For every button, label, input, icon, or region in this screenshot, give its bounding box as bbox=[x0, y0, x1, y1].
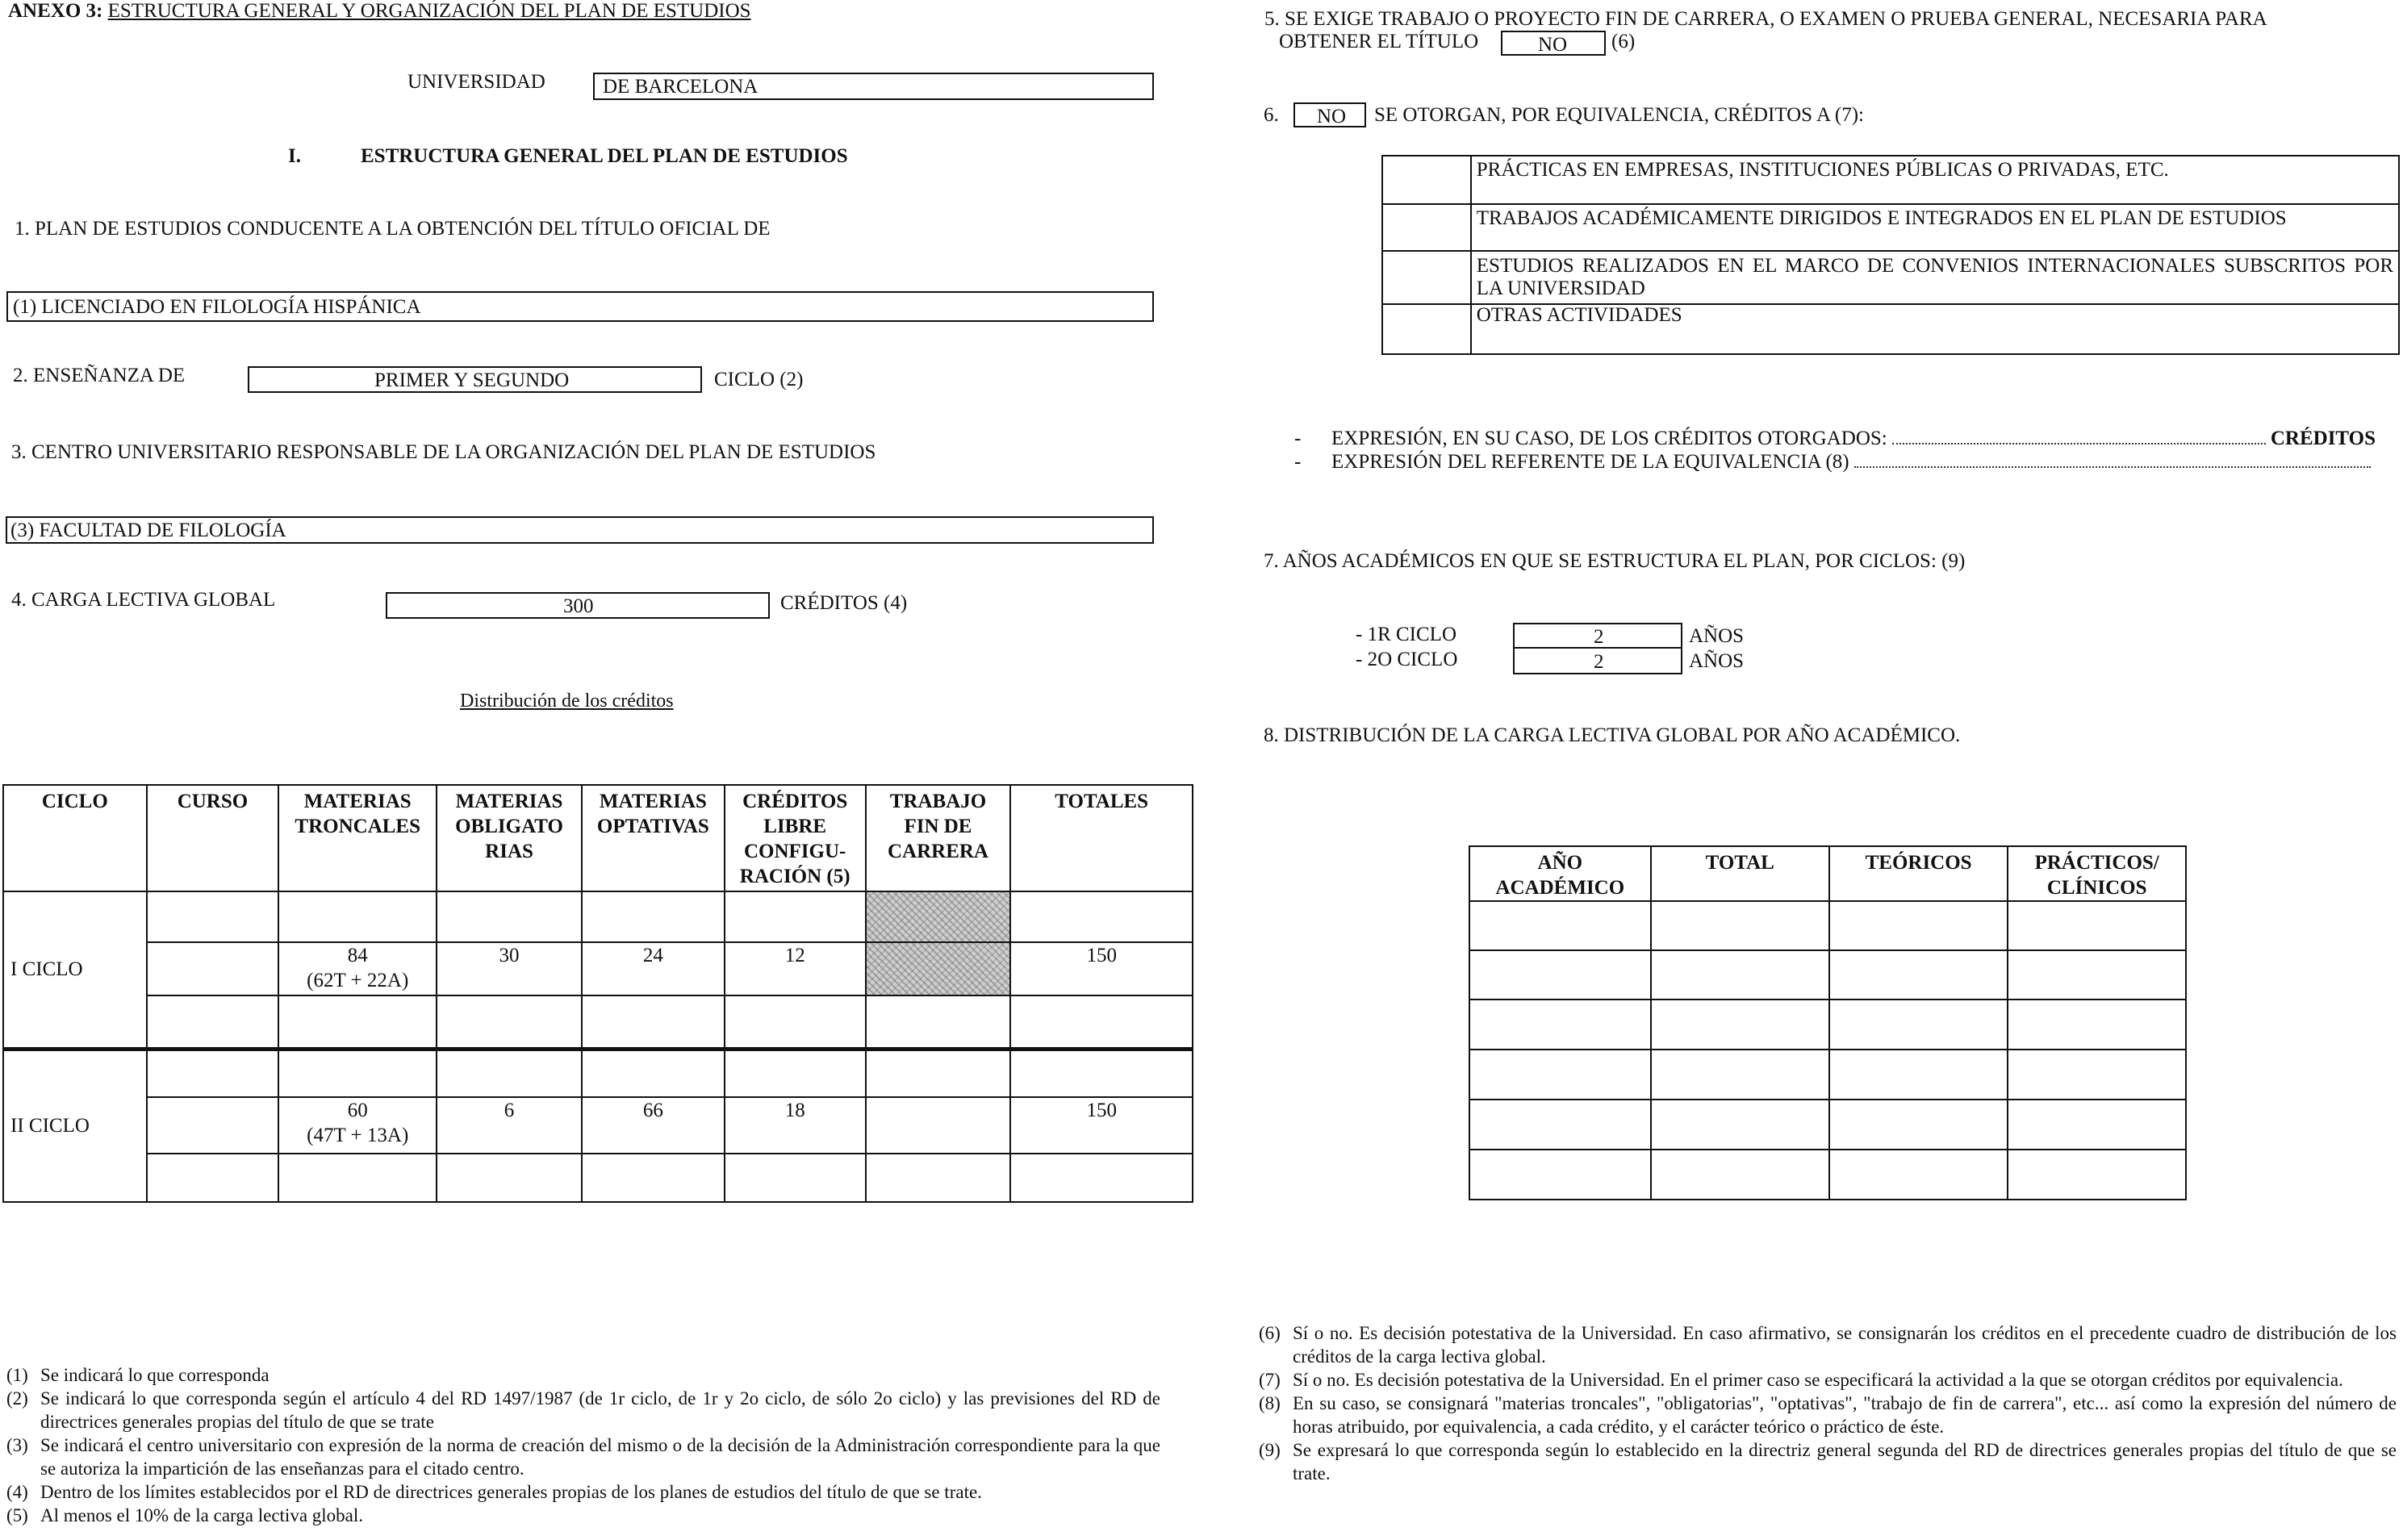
header-curso: CURSO bbox=[147, 785, 279, 891]
footnotes-left bbox=[6, 1363, 1160, 1527]
degree-title-field[interactable] bbox=[6, 291, 1154, 322]
faculty-field[interactable] bbox=[6, 516, 1154, 544]
table-cell[interactable] bbox=[1469, 1100, 1651, 1150]
header-totales: TOTALES bbox=[1010, 785, 1193, 891]
table-cell[interactable] bbox=[437, 1154, 582, 1202]
table-row bbox=[1469, 1150, 2186, 1200]
cycle-1-years-field[interactable] bbox=[1513, 623, 1682, 649]
item-1-text: 1. PLAN DE ESTUDIOS CONDUCENTE A LA OBTENCIÓN DEL TÍTULO OFICIAL DE bbox=[15, 218, 771, 240]
cycle-1-totales-cell[interactable]: 150 bbox=[1010, 942, 1193, 995]
annex-title: ESTRUCTURA GENERAL Y ORGANIZACIÓN DEL PLAN DE ESTUDIOS bbox=[107, 0, 751, 22]
footnote-item: (3) Se indicará el centro universitario con expresión de la norma de creación del mismo o de la decisión de la Administración correspondiente para la que se autoriza la impartición de las enseñanzas para el citado centro. bbox=[6, 1435, 1160, 1479]
cycle-1-obligatorias-cell[interactable]: 30 bbox=[437, 942, 582, 995]
equivalence-row-label: PRÁCTICAS EN EMPRESAS, INSTITUCIONES PÚBLICAS O PRIVADAS, ETC. bbox=[1471, 156, 2399, 204]
footnote-item: (1) Se indicará lo que corresponda bbox=[6, 1365, 270, 1385]
item-6-text: SE OTORGAN, POR EQUIVALENCIA, CRÉDITOS A (7): bbox=[1374, 104, 1864, 126]
credits-granted-suffix: CRÉDITOS bbox=[2270, 428, 2376, 449]
table-cell[interactable] bbox=[2008, 1100, 2186, 1150]
table-row bbox=[1469, 1100, 2186, 1150]
shaded-cell bbox=[866, 891, 1011, 942]
table-cell[interactable] bbox=[725, 891, 866, 942]
table-row bbox=[1382, 204, 2399, 251]
cycle-2-totales-cell[interactable]: 150 bbox=[1010, 1097, 1193, 1154]
faculty-value: (3) FACULTAD DE FILOLOGÍA bbox=[10, 520, 286, 541]
cycle-1-libre-cell[interactable]: 12 bbox=[725, 942, 866, 995]
equivalence-row-label: OTRAS ACTIVIDADES bbox=[1471, 304, 2399, 354]
item-8-text: 8. DISTRIBUCIÓN DE LA CARGA LECTIVA GLOBAL POR AÑO ACADÉMICO. bbox=[1264, 724, 1961, 746]
year-distribution-table bbox=[1469, 845, 2187, 1200]
table-cell[interactable] bbox=[437, 891, 582, 942]
table-header-row bbox=[3, 785, 1193, 891]
checkbox-cell[interactable] bbox=[1382, 156, 1471, 204]
table-cell[interactable] bbox=[437, 995, 582, 1049]
table-cell[interactable] bbox=[1829, 950, 2008, 1000]
cycle-2-years-unit: AÑOS bbox=[1689, 650, 1745, 672]
equivalence-reference-text: EXPRESIÓN DEL REFERENTE DE LA EQUIVALENCIA (8) bbox=[1331, 451, 1849, 473]
table-cell[interactable] bbox=[1651, 1100, 1829, 1150]
table-cell[interactable] bbox=[2008, 950, 2186, 1000]
equivalence-field[interactable] bbox=[1293, 102, 1366, 127]
cycle-1-troncales-cell[interactable]: 84 (62T + 22A) bbox=[278, 942, 437, 995]
table-cell[interactable] bbox=[725, 995, 866, 1049]
footnote-item: (4) Dentro de los límites establecidos por el RD de directrices generales propias de los planes de estudios del título de que se trate. bbox=[6, 1482, 982, 1502]
cycle-1-years-label: - 1R CICLO bbox=[1356, 624, 1456, 645]
footnote-item: (7) Sí o no. Es decisión potestativa de la Universidad. En el primer caso se especificará la actividad a la que se otorgan créditos por equivalencia. bbox=[1259, 1370, 2343, 1390]
cycle-2-obligatorias-cell[interactable]: 6 bbox=[437, 1097, 582, 1154]
cycle-2-troncales-cell[interactable]: 60 (47T + 13A) bbox=[278, 1097, 437, 1154]
item-3-text: 3. CENTRO UNIVERSITARIO RESPONSABLE DE LA ORGANIZACIÓN DEL PLAN DE ESTUDIOS bbox=[11, 441, 876, 463]
table-cell[interactable] bbox=[725, 1049, 866, 1097]
table-row bbox=[3, 942, 1193, 995]
cycle-1-label: I CICLO bbox=[10, 958, 83, 981]
cycle-2-years-label: - 2O CICLO bbox=[1356, 649, 1458, 670]
header-libre-configuracion: CRÉDITOS LIBRE CONFIGU- RACIÓN (5) bbox=[725, 785, 866, 891]
cycle-1-years-value: 2 bbox=[1594, 626, 1604, 648]
item-4-label: 4. CARGA LECTIVA GLOBAL bbox=[11, 589, 276, 611]
annex-label: ANEXO 3: bbox=[8, 0, 103, 22]
table-cell[interactable] bbox=[1829, 901, 2008, 950]
section-number: I. bbox=[288, 145, 301, 167]
table-cell[interactable] bbox=[1829, 1150, 2008, 1200]
footnote-item: (9) Se expresará lo que corresponda según lo establecido en la directriz general segunda del RD de directrices generales propias del título de que se trate. bbox=[1259, 1440, 2397, 1484]
footnote-item: (5) Al menos el 10% de la carga lectiva global. bbox=[6, 1505, 364, 1525]
cycle-2-years-field[interactable] bbox=[1513, 647, 1682, 674]
header-theoretical: TEÓRICOS bbox=[1829, 846, 2008, 901]
item-5-line-2: OBTENER EL TÍTULO bbox=[1279, 31, 1479, 52]
table-cell[interactable] bbox=[437, 1049, 582, 1097]
cycle-2-years-value: 2 bbox=[1594, 651, 1604, 673]
header-troncales: MATERIAS TRONCALES bbox=[278, 785, 437, 891]
table-row bbox=[1382, 251, 2399, 304]
checkbox-cell[interactable] bbox=[1382, 304, 1471, 354]
table-row bbox=[3, 995, 1193, 1049]
footnote-item: (8) En su caso, se consignará "materias troncales", "obligatorias", "optativas", "trabajo de fin de carrera", etc... así como la expresión del número de horas atribuido, por equivalencia, a cada crédito, y el carácter teórico o práctico de éste. bbox=[1259, 1393, 2397, 1437]
table-cell[interactable] bbox=[582, 995, 725, 1049]
table-cell[interactable] bbox=[1829, 1000, 2008, 1050]
table-cell[interactable] bbox=[1469, 1150, 1651, 1200]
table-cell[interactable] bbox=[1651, 1150, 1829, 1200]
item-6-number: 6. bbox=[1264, 104, 1279, 126]
item-2-label: 2. ENSEÑANZA DE bbox=[13, 365, 186, 386]
table-row bbox=[1469, 901, 2186, 950]
table-cell[interactable] bbox=[147, 942, 279, 995]
credit-distribution-table bbox=[2, 784, 1193, 1203]
table-row bbox=[1382, 156, 2399, 204]
table-cell[interactable] bbox=[278, 1049, 437, 1097]
table-cell[interactable] bbox=[147, 891, 279, 942]
distribution-title: Distribución de los créditos bbox=[460, 691, 674, 712]
credits-granted-input[interactable] bbox=[1892, 443, 2266, 444]
header-academic-year: AÑO ACADÉMICO bbox=[1469, 846, 1651, 901]
item-2-suffix: CICLO (2) bbox=[714, 369, 804, 390]
credits-granted-text: EXPRESIÓN, EN SU CASO, DE LOS CRÉDITOS OTORGADOS: bbox=[1331, 428, 1887, 449]
university-field[interactable] bbox=[593, 73, 1154, 100]
item-5-line-1: 5. SE EXIGE TRABAJO O PROYECTO FIN DE CARRERA, O EXAMEN O PRUEBA GENERAL, NECESARIA PARA bbox=[1264, 8, 2267, 30]
table-cell[interactable] bbox=[1010, 1154, 1193, 1202]
footnotes-right bbox=[1259, 1321, 2397, 1485]
table-cell[interactable] bbox=[582, 891, 725, 942]
cycle-1-years-unit: AÑOS bbox=[1689, 625, 1745, 647]
table-cell[interactable] bbox=[1651, 1000, 1829, 1050]
cycle-2-libre-cell[interactable]: 18 bbox=[725, 1097, 866, 1154]
table-cell[interactable] bbox=[1829, 1050, 2008, 1100]
table-row bbox=[3, 891, 1193, 942]
equivalence-reference-input[interactable] bbox=[1854, 466, 2371, 468]
shaded-cell bbox=[866, 942, 1011, 995]
table-row bbox=[3, 1049, 1193, 1097]
checkbox-cell[interactable] bbox=[1382, 251, 1471, 304]
university-value: DE BARCELONA bbox=[603, 76, 759, 98]
table-cell[interactable] bbox=[725, 1154, 866, 1202]
table-cell[interactable] bbox=[147, 1154, 279, 1202]
table-cell[interactable] bbox=[2008, 901, 2186, 950]
equivalence-row-label: TRABAJOS ACADÉMICAMENTE DIRIGIDOS E INTEGRADOS EN EL PLAN DE ESTUDIOS bbox=[1471, 204, 2399, 251]
table-cell[interactable] bbox=[866, 1154, 1011, 1202]
item-5-suffix: (6) bbox=[1611, 31, 1636, 52]
table-row bbox=[1469, 1000, 2186, 1050]
equivalence-value: NO bbox=[1317, 106, 1347, 127]
header-ciclo: CICLO bbox=[3, 785, 147, 891]
cycle-1-optativas-cell[interactable]: 24 bbox=[582, 942, 725, 995]
table-cell[interactable] bbox=[582, 1049, 725, 1097]
cycle-2-optativas-cell[interactable]: 66 bbox=[582, 1097, 725, 1154]
table-cell[interactable] bbox=[1829, 1100, 2008, 1150]
global-load-field[interactable] bbox=[386, 592, 770, 619]
equivalence-table bbox=[1381, 155, 2400, 355]
table-row bbox=[3, 1097, 1193, 1154]
header-optativas: MATERIAS OPTATIVAS bbox=[582, 785, 725, 891]
table-row bbox=[1382, 304, 2399, 354]
table-cell[interactable] bbox=[1010, 891, 1193, 942]
table-cell[interactable] bbox=[1651, 901, 1829, 950]
degree-title-value: (1) LICENCIADO EN FILOLOGÍA HISPÁNICA bbox=[13, 296, 421, 318]
cycle-2-label-cell bbox=[3, 1049, 147, 1202]
global-load-value: 300 bbox=[563, 595, 594, 617]
table-cell[interactable] bbox=[278, 1154, 437, 1202]
table-cell[interactable] bbox=[1651, 1050, 1829, 1100]
cycle-2-label: II CICLO bbox=[10, 1115, 90, 1137]
header-practical: PRÁCTICOS/ CLÍNICOS bbox=[2008, 846, 2186, 901]
header-total: TOTAL bbox=[1651, 846, 1829, 901]
table-cell[interactable] bbox=[1469, 1050, 1651, 1100]
table-cell[interactable] bbox=[147, 1097, 279, 1154]
table-cell[interactable] bbox=[1010, 995, 1193, 1049]
header-trabajo-fin-carrera: TRABAJO FIN DE CARRERA bbox=[866, 785, 1011, 891]
table-cell[interactable] bbox=[1651, 950, 1829, 1000]
table-cell[interactable] bbox=[1010, 1049, 1193, 1097]
table-cell[interactable] bbox=[1469, 950, 1651, 1000]
item-7-text: 7. AÑOS ACADÉMICOS EN QUE SE ESTRUCTURA EL PLAN, POR CICLOS: (9) bbox=[1264, 550, 1966, 572]
teaching-cycle-value: PRIMER Y SEGUNDO bbox=[374, 369, 570, 391]
table-cell[interactable] bbox=[147, 995, 279, 1049]
table-cell[interactable] bbox=[866, 1049, 1011, 1097]
header-obligatorias: MATERIAS OBLIGATO RIAS bbox=[437, 785, 582, 891]
table-cell[interactable] bbox=[866, 1097, 1011, 1154]
equivalence-row-label: ESTUDIOS REALIZADOS EN EL MARCO DE CONVENIOS INTERNACIONALES SUBSCRITOS POR LA UNIVERSIDAD bbox=[1471, 251, 2399, 304]
credits-granted-line: - EXPRESIÓN, EN SU CASO, DE LOS CRÉDITOS OTORGADOS: CRÉDITOS bbox=[1294, 428, 2376, 449]
final-project-field[interactable] bbox=[1501, 31, 1606, 56]
table-cell[interactable] bbox=[2008, 1150, 2186, 1200]
university-label: UNIVERSIDAD bbox=[407, 71, 545, 93]
table-cell[interactable] bbox=[1469, 901, 1651, 950]
item-4-suffix: CRÉDITOS (4) bbox=[780, 592, 908, 614]
table-header-row bbox=[1469, 846, 2186, 901]
table-cell[interactable] bbox=[278, 995, 437, 1049]
annex-heading bbox=[8, 0, 751, 23]
table-cell[interactable] bbox=[1469, 1000, 1651, 1050]
footnote-item: (6) Sí o no. Es decisión potestativa de la Universidad. En caso afirmativo, se consignarán los créditos en el precedente cuadro de distribución de los créditos de la carga lectiva global. bbox=[1259, 1323, 2397, 1367]
teaching-cycle-field[interactable] bbox=[248, 366, 702, 393]
table-cell[interactable] bbox=[2008, 1050, 2186, 1100]
table-cell[interactable] bbox=[278, 891, 437, 942]
table-cell[interactable] bbox=[866, 995, 1011, 1049]
section-title: ESTRUCTURA GENERAL DEL PLAN DE ESTUDIOS bbox=[361, 145, 848, 167]
table-row bbox=[1469, 950, 2186, 1000]
table-cell[interactable] bbox=[2008, 1000, 2186, 1050]
final-project-value: NO bbox=[1538, 34, 1568, 56]
table-row bbox=[3, 1154, 1193, 1202]
table-cell[interactable] bbox=[582, 1154, 725, 1202]
checkbox-cell[interactable] bbox=[1382, 204, 1471, 251]
table-cell[interactable] bbox=[147, 1049, 279, 1097]
equivalence-reference-line: - EXPRESIÓN DEL REFERENTE DE LA EQUIVALENCIA (8) bbox=[1294, 451, 2376, 474]
cycle-1-label-cell bbox=[3, 891, 147, 1049]
table-row bbox=[1469, 1050, 2186, 1100]
footnote-item: (2) Se indicará lo que corresponda según el artículo 4 del RD 1497/1987 (de 1r ciclo, de 1r y 2o ciclo, de sólo 2o ciclo) y las previsiones del RD de directrices generales propias del título de que se trate bbox=[6, 1388, 1160, 1432]
